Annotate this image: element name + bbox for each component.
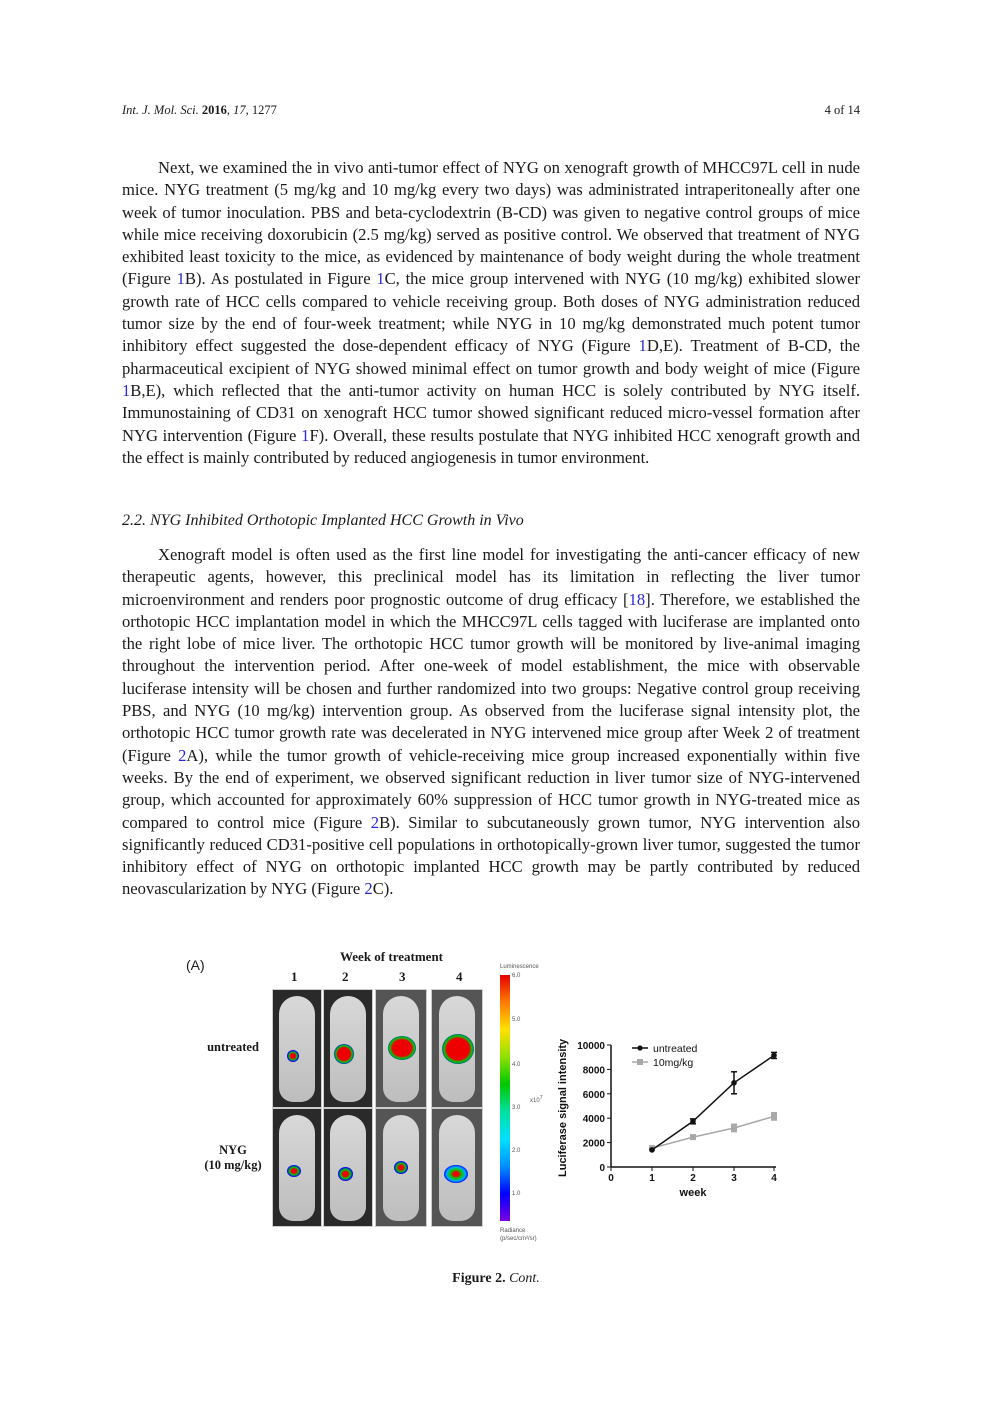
bioluminescence-image <box>375 989 427 1108</box>
mouse-silhouette <box>279 996 315 1102</box>
y-tick: 4000 <box>582 1114 605 1126</box>
week-label: 3 <box>399 969 406 984</box>
paragraph-xenograft <box>122 157 860 469</box>
y-ticks <box>577 1041 611 1174</box>
text: A), while the tumor growth of vehicle-receiving mice group increased exponentially within five weeks. By the end of experiment, we observed significant reduction in liver tumor size of NYG-intervened group, which accounted for approximately 60% suppression of HCC tumor growth in NYG-treated mice as compared to control mice (Figure <box>122 745 860 832</box>
x-axis-label: week <box>679 1187 707 1199</box>
y-tick: 10000 <box>577 1041 605 1052</box>
x-tick: 3 <box>731 1173 737 1184</box>
bioluminescence-image <box>323 989 373 1108</box>
bioluminescence-image <box>431 989 483 1108</box>
colorbar <box>500 975 510 1221</box>
section-title: NYG Inhibited Orthotopic Implanted HCC Growth in Vivo <box>150 512 524 529</box>
chart-legend <box>632 1043 698 1069</box>
colorbar-tick: 6.0 <box>512 973 521 979</box>
signal-blob <box>287 1165 301 1177</box>
legend-10mg-kg: 10mg/kg <box>653 1057 694 1069</box>
colorbar-tick: 3.0 <box>512 1105 521 1111</box>
signal-blob <box>442 1034 474 1064</box>
colorbar-multiplier <box>530 1095 542 1104</box>
journal-citation: Int. J. Mol. Sci. 2016, 17, 1277 <box>122 103 277 117</box>
bioluminescence-image <box>272 1108 322 1227</box>
text: B). Similar to subcutaneously grown tumor, NYG intervention also significantly reduced CD31-positive cell populations in orthotopically-grown liver tumor, suggested the tumor inhibitory effect of NYG on orthotopic implanted HCC growth may be partly contributed by reduced neovascularization by NYG (Figure <box>122 812 860 899</box>
text: D,E). Treatment of B-CD, the pharmaceutical excipient of NYG showed minimal effect on tumor growth and body weight of mice (Figure <box>122 336 860 378</box>
figure-link[interactable]: 1 <box>176 269 185 289</box>
colorbar-tick: 1.0 <box>512 1191 521 1197</box>
x-tick: 2 <box>690 1173 696 1184</box>
signal-blob <box>388 1036 416 1060</box>
row-label-line: NYG <box>219 1143 247 1157</box>
figure-link[interactable]: 1 <box>301 425 310 445</box>
x-tick: 1 <box>649 1173 655 1184</box>
bioluminescence-image <box>431 1108 483 1227</box>
page-number: 4 of 14 <box>824 103 860 117</box>
y-tick: 2000 <box>582 1138 605 1150</box>
signal-blob <box>394 1161 408 1174</box>
signal-blob <box>338 1167 353 1181</box>
figure-caption <box>0 1271 992 1287</box>
colorbar-title: Luminescence <box>500 964 539 970</box>
section-heading <box>122 512 524 530</box>
signal-blob <box>334 1044 354 1064</box>
journal-volume: 17 <box>233 103 246 117</box>
imaging-title: Week of treatment <box>340 949 444 964</box>
text: F). Overall, these results postulate that NYG inhibited HCC xenograft growth and the effect is mainly contributed by reduced angiogenesis in tumor environment. <box>122 425 861 467</box>
colorbar-tick: 2.0 <box>512 1148 521 1154</box>
week-label: 1 <box>291 969 298 984</box>
colorbar-unit: (p/sec/cm²/sr) <box>500 1236 537 1242</box>
colorbar-tick: 4.0 <box>512 1062 521 1068</box>
text: ]. Therefore, we established the orthotopic HCC implantation model in which the MHCC97L cells tagged with luciferase are implanted onto the right lobe of mice liver. The orthotopic HCC tumor growth will be monitored by live-animal imaging throughout the intervention period. After one-week of model establishment, the mice with observable luciferase intensity will be chosen and further randomized into two groups: Negative control group receiving PBS, and NYG (10 mg/kg) intervention group. As observed from the luciferase signal intensity plot, the orthotopic HCC tumor growth rate was decelerated in NYG intervened mice group after Week 2 of treatment (Figure <box>122 589 860 765</box>
bioluminescence-image <box>323 1108 373 1227</box>
journal-name: Int. J. Mol. Sci. <box>122 103 199 117</box>
citation-link[interactable]: 18 <box>628 589 646 609</box>
journal-year: 2016 <box>201 103 227 117</box>
figure-link[interactable]: 2 <box>364 879 373 899</box>
figure-link[interactable]: 1 <box>376 269 385 289</box>
bioluminescence-image <box>375 1108 427 1227</box>
x-ticks <box>608 1167 777 1184</box>
text: Next, we examined the in vivo anti-tumor effect of NYG on xenograft growth of MHCC97L cell in nude mice. NYG treatment (5 mg/kg and 10 mg/kg every two days) was administrated intraperitoneally after one week of tumor inoculation. PBS and beta-cyclodextrin (B-CD) was given to negative control groups of mice while mice receiving doxorubicin (2.5 mg/kg) served as positive control. We observed that treatment of NYG exhibited least toxicity to the mice, as evidenced by maintenance of body weight during the whole treatment (Figure <box>122 158 860 289</box>
text: C, the mice group intervened with NYG (10 mg/kg) exhibited slower growth rate of HCC cells compared to vehicle receiving group. Both doses of NYG administration reduced tumor size by the end of four-week treatment; while NYG in 10 mg/kg demonstrated much potent tumor inhibitory effect suggested the dose-dependent efficacy of NYG (Figure <box>122 269 860 356</box>
legend-untreated: untreated <box>653 1043 698 1055</box>
figure-2a <box>180 945 800 1255</box>
paragraph-orthotopic <box>122 544 860 901</box>
week-label: 2 <box>342 969 349 984</box>
text: C). <box>372 879 394 899</box>
row-label-untreated: untreated <box>207 1040 259 1054</box>
x-tick: 0 <box>608 1173 614 1184</box>
signal-blob <box>287 1050 299 1062</box>
row-label-nyg <box>188 1143 278 1173</box>
figure-link[interactable]: 1 <box>638 336 647 356</box>
article-number: 1277 <box>251 103 277 117</box>
text: B,E), which reflected that the anti-tumor activity on human HCC is solely contributed by NYG itself. Immunostaining of CD31 on xenograft HCC tumor showed significant reduced micro-vessel formation after NYG intervention (Figure <box>122 380 860 445</box>
multiplier-exponent: 7 <box>539 1095 543 1101</box>
caption-text: Cont. <box>509 1271 540 1286</box>
colorbar-tick: 5.0 <box>512 1017 521 1023</box>
signal-blob <box>444 1165 468 1183</box>
luciferase-line-chart <box>550 1025 790 1205</box>
week-label: 4 <box>456 969 463 984</box>
y-tick: 0 <box>599 1163 605 1174</box>
text: Xenograft model is often used as the first line model for investigating the anti-cancer efficacy of new therapeutic agents, however, this preclinical model has its limitation in reflecting the liver tumor microenvironment and renders poor prognostic outcome of drug efficacy [ <box>122 545 860 609</box>
y-axis-label: Luciferase signal intensity <box>557 1038 569 1177</box>
y-tick: 6000 <box>582 1089 605 1101</box>
panel-label: (A) <box>186 957 205 973</box>
y-tick: 8000 <box>582 1065 605 1077</box>
multiplier-base: x10 <box>530 1098 540 1104</box>
series-10mg-kg <box>649 1113 777 1151</box>
colorbar-unit: Radiance <box>500 1228 526 1234</box>
bioluminescence-image <box>272 989 322 1108</box>
text: B). As postulated in Figure <box>184 269 377 289</box>
row-label-line: (10 mg/kg) <box>204 1158 262 1172</box>
figure-link[interactable]: 2 <box>178 745 187 765</box>
section-number: 2.2. <box>122 512 146 529</box>
figure-link[interactable]: 1 <box>122 380 131 400</box>
figure-link[interactable]: 2 <box>370 812 380 832</box>
x-tick: 4 <box>771 1173 777 1184</box>
caption-label: Figure 2. <box>452 1271 506 1286</box>
